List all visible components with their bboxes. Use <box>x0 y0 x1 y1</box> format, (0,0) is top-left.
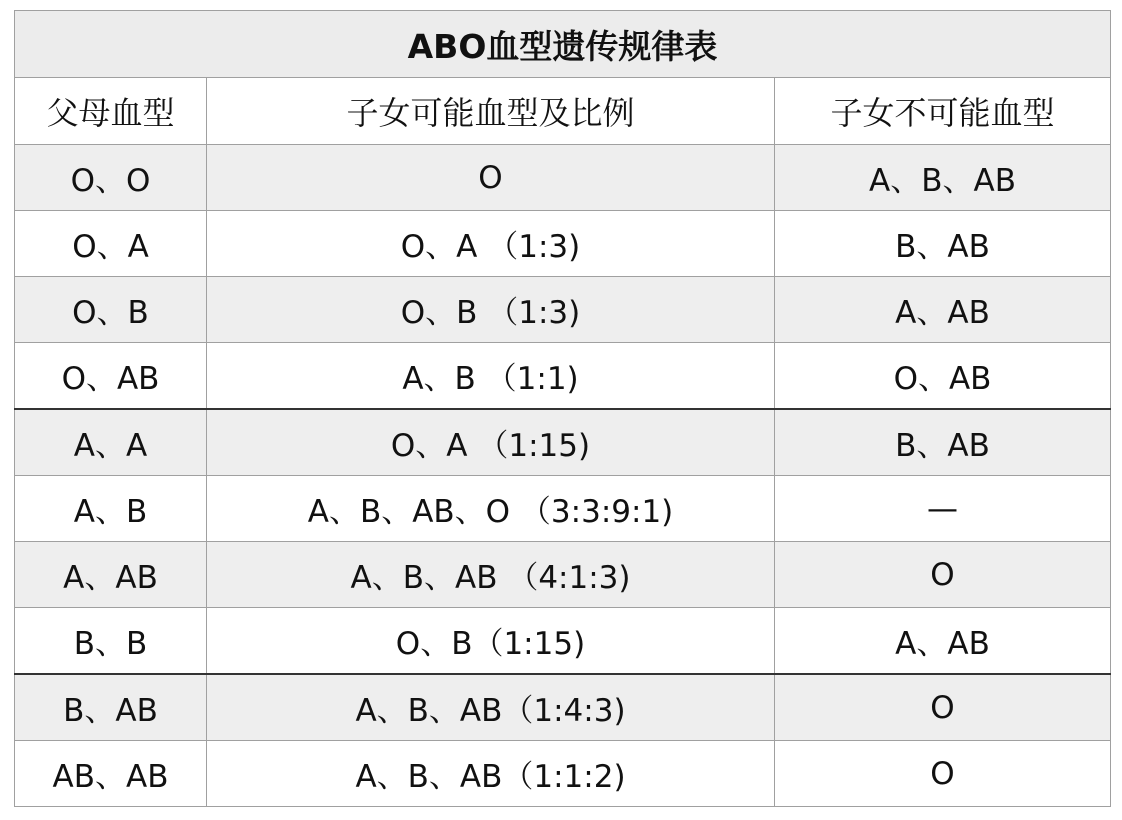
cell-impossible: A、AB <box>775 277 1111 343</box>
cell-parents: O、B <box>15 277 207 343</box>
cell-possible: A、B （1:1) <box>207 343 775 410</box>
cell-parents: O、A <box>15 211 207 277</box>
cell-impossible: A、AB <box>775 608 1111 675</box>
abo-table-container <box>14 10 1110 808</box>
cell-impossible: O、AB <box>775 343 1111 410</box>
cell-parents: B、AB <box>15 674 207 741</box>
table-row <box>15 608 1111 675</box>
header-possible: 子女可能血型及比例 <box>207 78 775 145</box>
header-impossible: 子女不可能血型 <box>775 78 1111 145</box>
table-row <box>15 277 1111 343</box>
cell-possible: O <box>207 145 775 211</box>
table-row <box>15 476 1111 542</box>
cell-impossible: — <box>775 476 1111 542</box>
cell-parents: A、B <box>15 476 207 542</box>
cell-parents: A、AB <box>15 542 207 608</box>
cell-possible: O、A （1:3) <box>207 211 775 277</box>
cell-parents: B、B <box>15 608 207 675</box>
table-title: ABO血型遗传规律表 <box>15 11 1111 78</box>
table-row <box>15 145 1111 211</box>
cell-parents: AB、AB <box>15 741 207 807</box>
cell-possible: O、B（1:15) <box>207 608 775 675</box>
cell-possible: O、B （1:3) <box>207 277 775 343</box>
table-row <box>15 542 1111 608</box>
table-row <box>15 674 1111 741</box>
cell-possible: A、B、AB（1:4:3) <box>207 674 775 741</box>
cell-impossible: O <box>775 542 1111 608</box>
cell-impossible: A、B、AB <box>775 145 1111 211</box>
cell-impossible: B、AB <box>775 211 1111 277</box>
cell-possible: O、A （1:15) <box>207 409 775 476</box>
abo-blood-type-table <box>14 10 1111 807</box>
table-row <box>15 343 1111 410</box>
cell-impossible: B、AB <box>775 409 1111 476</box>
table-row <box>15 409 1111 476</box>
cell-parents: O、O <box>15 145 207 211</box>
table-row <box>15 211 1111 277</box>
cell-possible: A、B、AB（1:1:2) <box>207 741 775 807</box>
cell-parents: A、A <box>15 409 207 476</box>
cell-impossible: O <box>775 674 1111 741</box>
header-parents: 父母血型 <box>15 78 207 145</box>
cell-parents: O、AB <box>15 343 207 410</box>
cell-possible: A、B、AB、O （3:3:9:1) <box>207 476 775 542</box>
table-row <box>15 741 1111 807</box>
cell-possible: A、B、AB （4:1:3) <box>207 542 775 608</box>
table-header-row <box>15 78 1111 145</box>
cell-impossible: O <box>775 741 1111 807</box>
table-title-row <box>15 11 1111 78</box>
